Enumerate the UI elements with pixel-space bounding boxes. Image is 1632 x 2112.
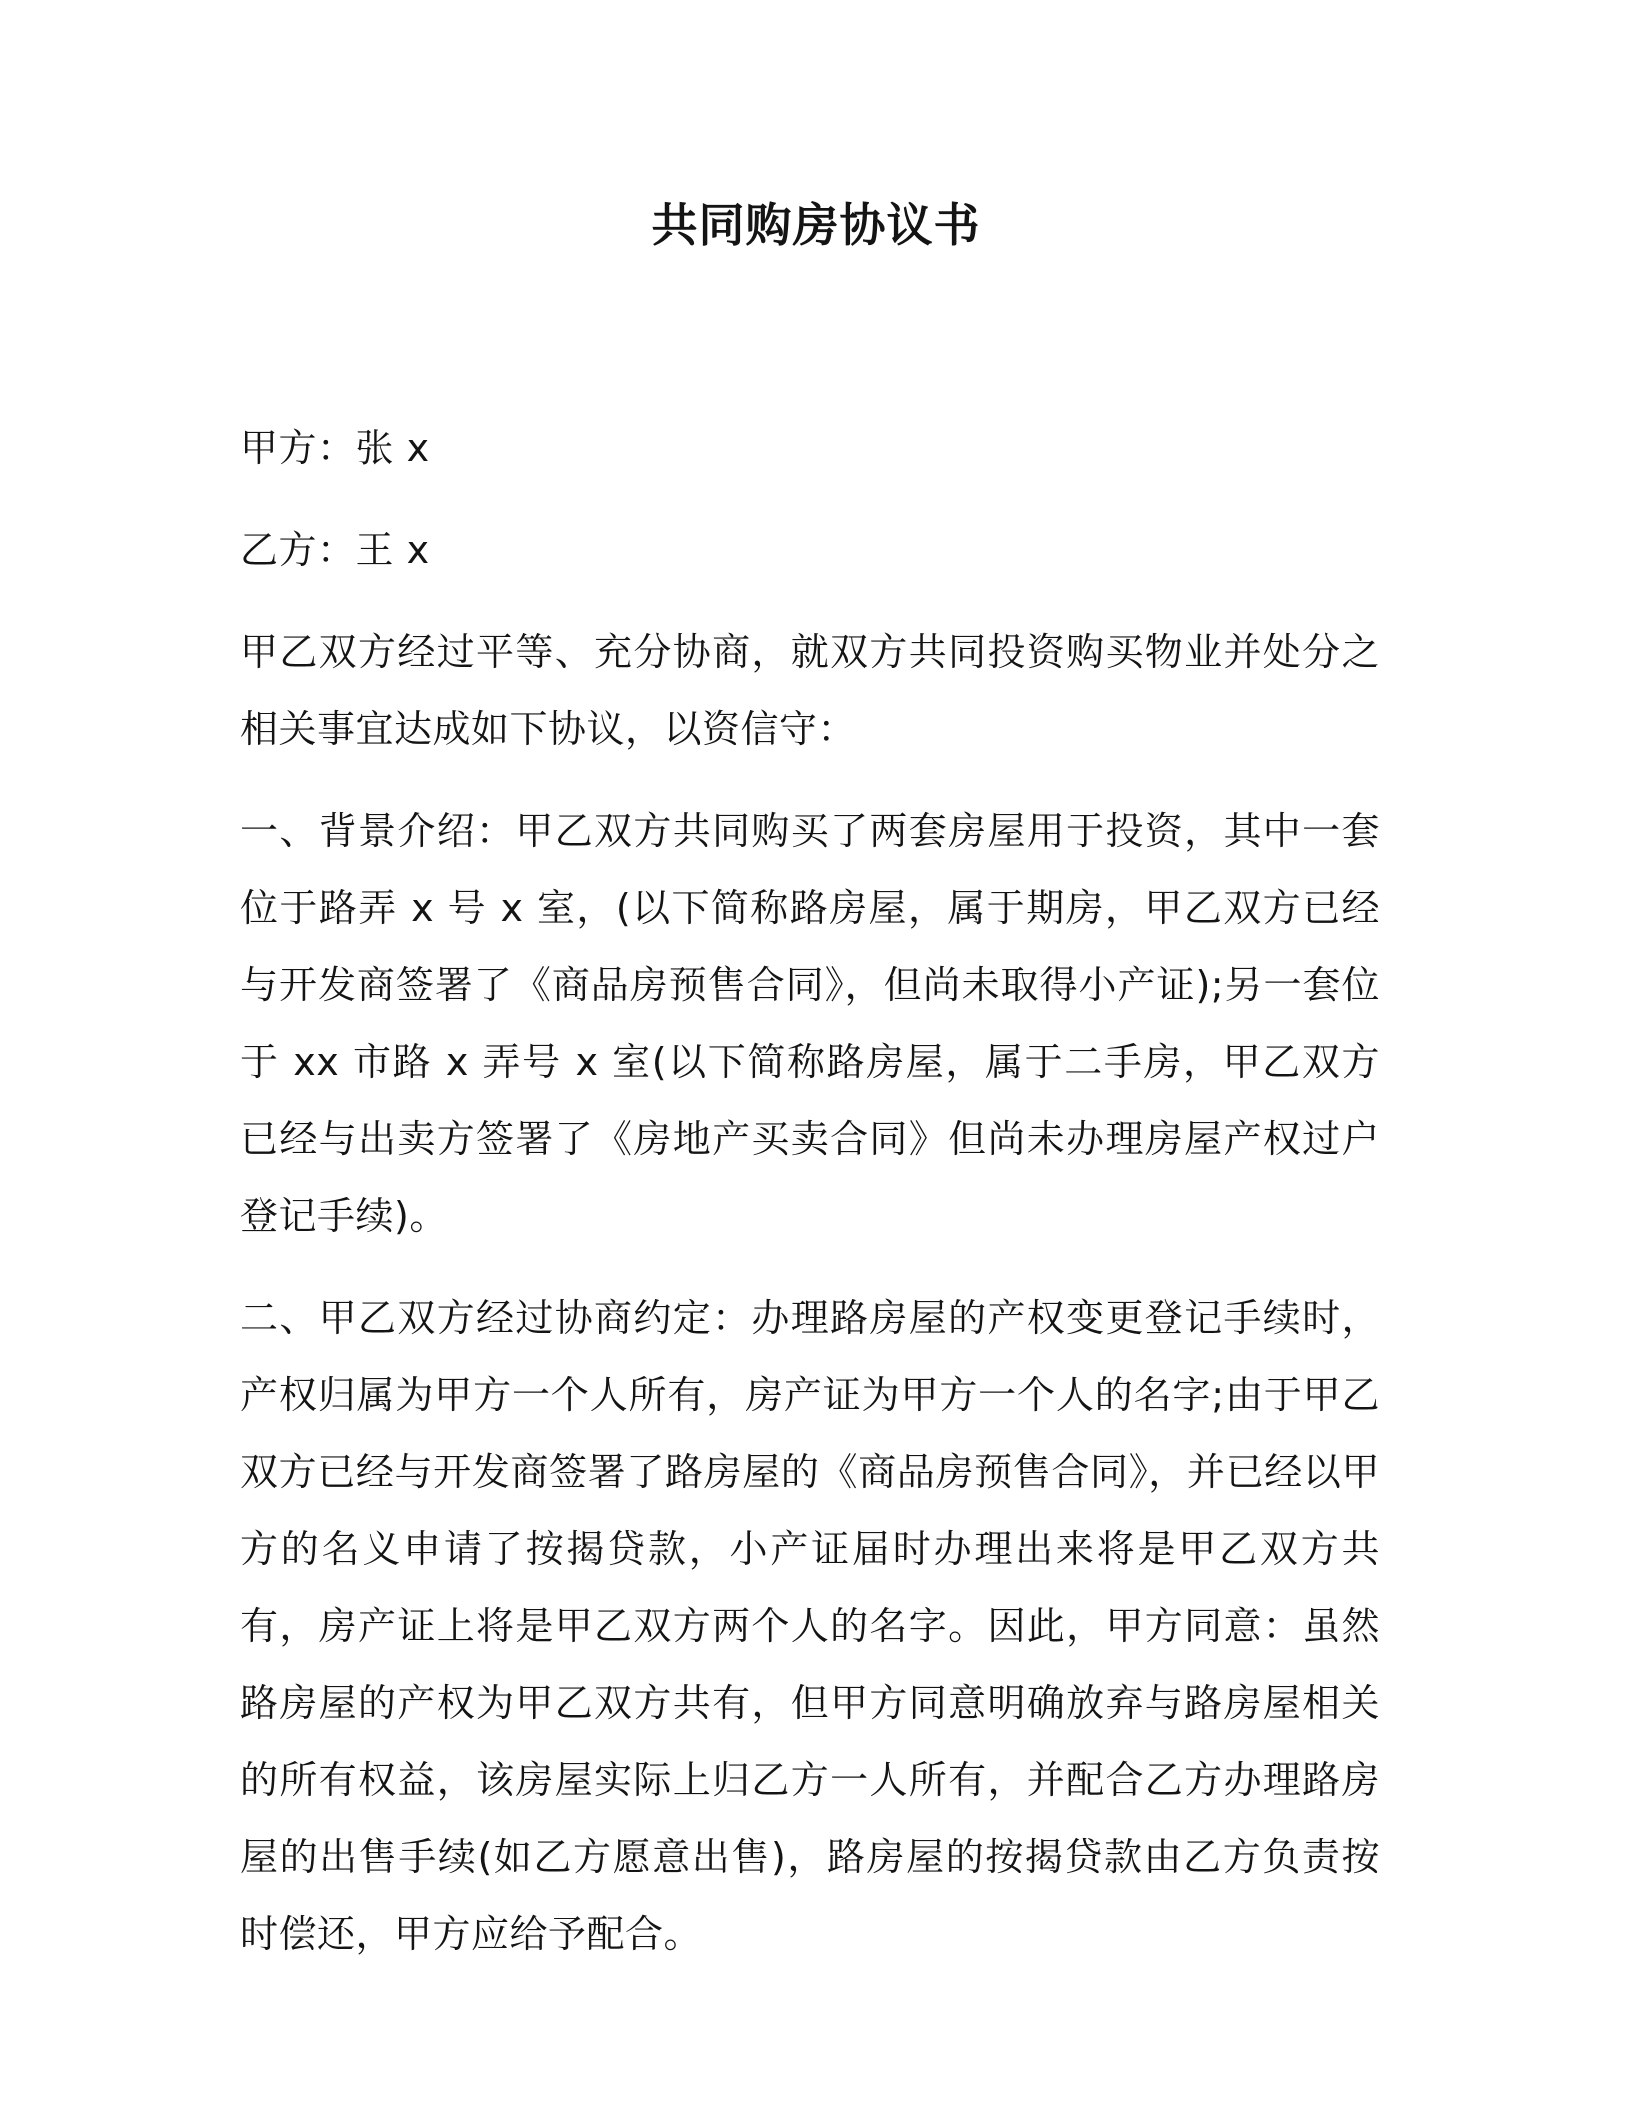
party-b-line: 乙方：王 x: [240, 528, 430, 572]
party-a-line: 甲方：张 x: [240, 426, 430, 470]
section-1-paragraph: 一、背景介绍：甲乙双方共同购买了两套房屋用于投资，其中一套位于路弄 x 号 x 室，(以下简称路房屋，属于期房，甲乙双方已经与开发商签署了《商品房预售合同》，但尚未取得小产证);另一套位于 xx 市路 x 弄号 x 室(以下简称路房屋，属于二手房，甲乙双方已经与出卖方签署了《房地产买卖合同》但尚未办理房屋产权过户登记手续)。: [240, 809, 1380, 1238]
document-body: [240, 410, 1380, 1973]
intro-paragraph: 甲乙双方经过平等、充分协商，就双方共同投资购买物业并处分之相关事宜达成如下协议，以资信守：: [240, 630, 1380, 751]
document-title: 共同购房协议书: [651, 198, 981, 252]
section-2-paragraph: 二、甲乙双方经过协商约定：办理路房屋的产权变更登记手续时，产权归属为甲方一个人所有，房产证为甲方一个人的名字;由于甲乙双方已经与开发商签署了路房屋的《商品房预售合同》，并已经以甲方的名义申请了按揭贷款，小产证届时办理出来将是甲乙双方共有，房产证上将是甲乙双方两个人的名字。因此，甲方同意：虽然路房屋的产权为甲乙双方共有，但甲方同意明确放弃与路房屋相关的所有权益，该房屋实际上归乙方一人所有，并配合乙方办理路房屋的出售手续(如乙方愿意出售)，路房屋的按揭贷款由乙方负责按时偿还，甲方应给予配合。: [240, 1296, 1380, 1956]
